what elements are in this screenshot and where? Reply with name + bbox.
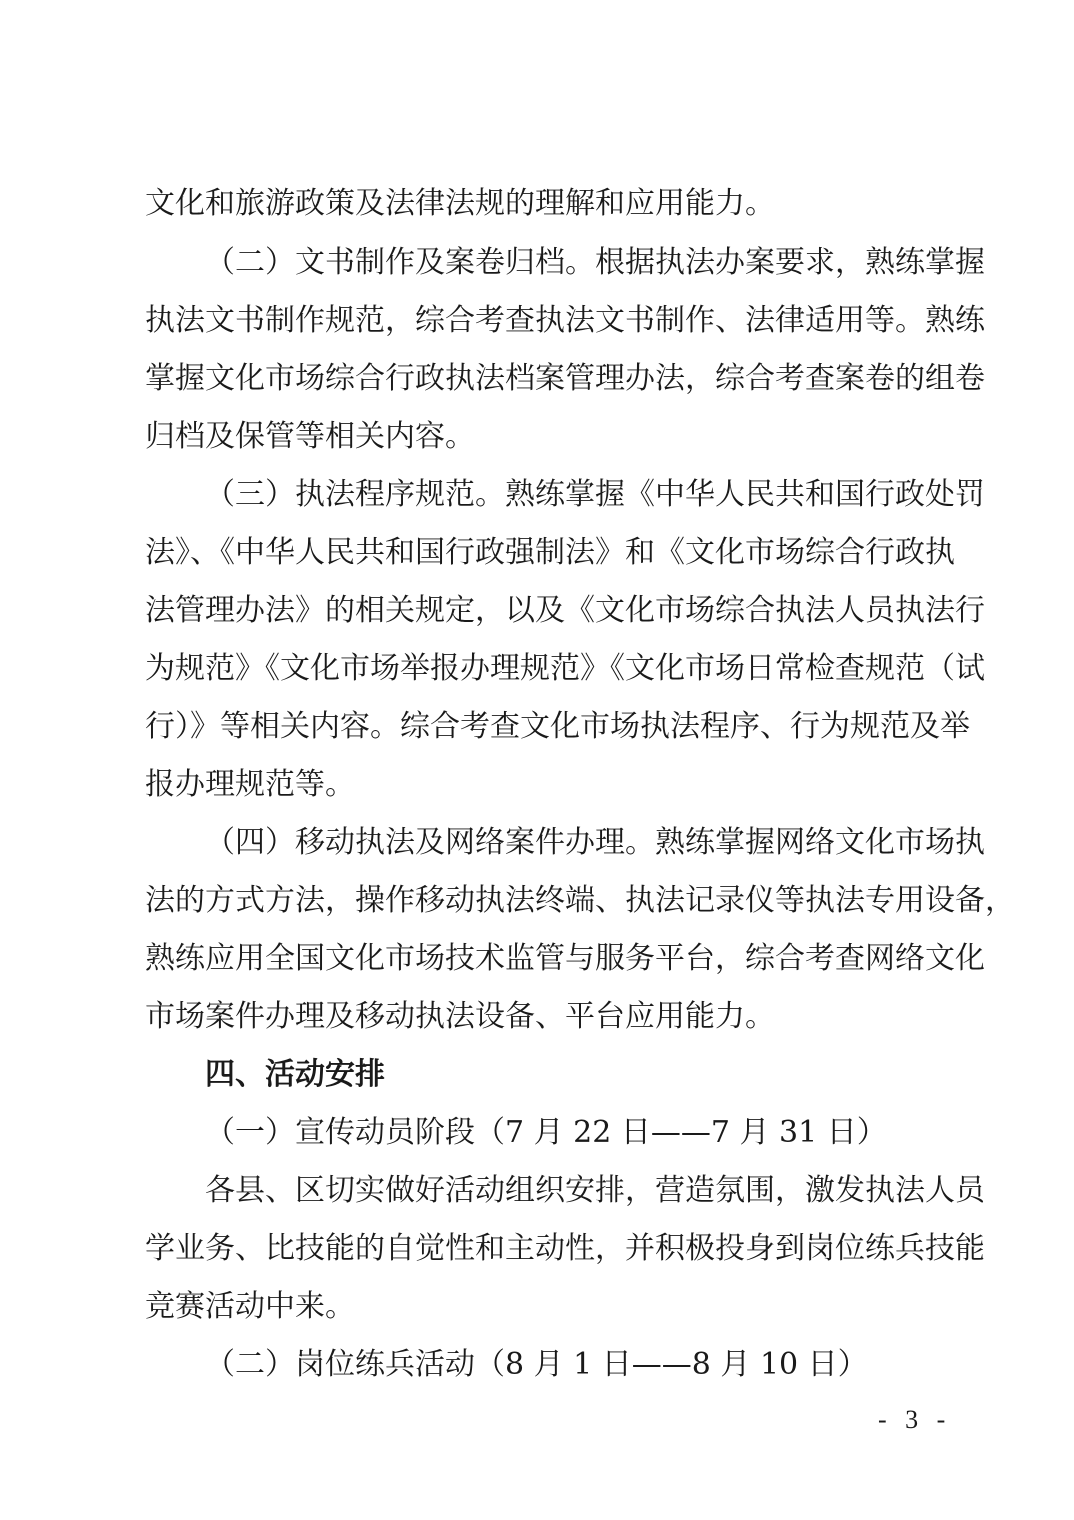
paragraph-line: 各县、区切实做好活动组织安排，营造氛围，激发执法人员 [205,1173,985,1208]
paragraph-line: 法》、《中华人民共和国行政强制法》和《文化市场综合行政执 [145,535,955,570]
paragraph-line: 为规范》《文化市场举报办理规范》《文化市场日常检查规范（试 [145,651,985,686]
paragraph-line: 报办理规范等。 [145,767,355,802]
paragraph-line: 归档及保管等相关内容。 [145,419,475,454]
paragraph-line: 文化和旅游政策及法律法规的理解和应用能力。 [145,186,775,221]
paragraph-line: 竞赛活动中来。 [145,1289,355,1324]
page-number: - 3 - [878,1405,952,1434]
paragraph-line: 熟练应用全国文化市场技术监管与服务平台，综合考查网络文化 [145,941,985,976]
subheading-line: （一）宣传动员阶段（7 月 22 日——7 月 31 日） [205,1115,887,1150]
paragraph-line: 行）》等相关内容。综合考查文化市场执法程序、行为规范及举 [145,709,970,744]
paragraph-line: 市场案件办理及移动执法设备、平台应用能力。 [145,999,775,1034]
paragraph-line: 掌握文化市场综合行政执法档案管理办法，综合考查案卷的组卷 [145,361,985,396]
paragraph-line: 学业务、比技能的自觉性和主动性，并积极投身到岗位练兵技能 [145,1231,985,1266]
paragraph-line: 执法文书制作规范，综合考查执法文书制作、法律适用等。熟练 [145,303,985,338]
subheading-line: （三）执法程序规范。熟练掌握《中华人民共和国行政处罚 [205,477,985,512]
subheading-line: （二）岗位练兵活动（8 月 1 日——8 月 10 日） [205,1347,868,1382]
subheading-line: （二）文书制作及案卷归档。根据执法办案要求，熟练掌握 [205,245,985,280]
section-heading: 四、活动安排 [205,1057,385,1092]
paragraph-line: 法的方式方法，操作移动执法终端、执法记录仪等执法专用设备， [145,883,1015,918]
subheading-line: （四）移动执法及网络案件办理。熟练掌握网络文化市场执 [205,825,985,860]
paragraph-line: 法管理办法》的相关规定，以及《文化市场综合执法人员执法行 [145,593,985,628]
